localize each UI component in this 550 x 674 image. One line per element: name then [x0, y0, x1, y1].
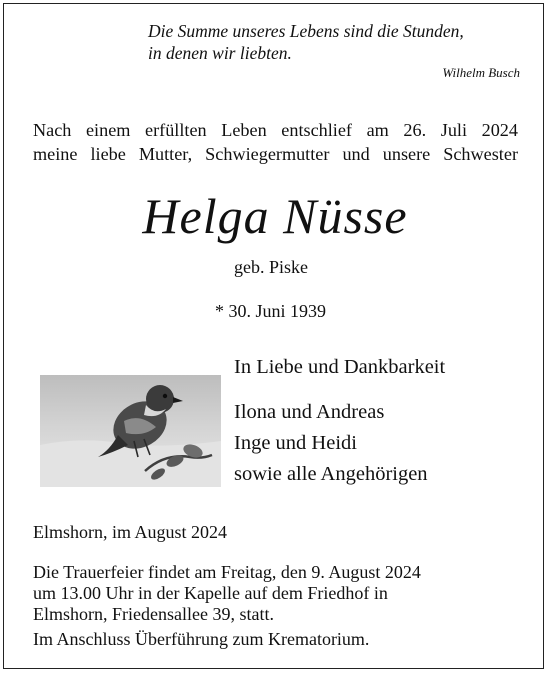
quote-line-1: Die Summe unseres Lebens sind die Stunden, [148, 21, 464, 41]
funeral-line-1: Die Trauerfeier findet am Freitag, den 9. August 2024 [33, 562, 421, 582]
deceased-name: Helga Nüsse [142, 188, 408, 244]
mourner-name: sowie alle Angehörigen [234, 463, 428, 485]
bird-on-branch-icon [40, 375, 221, 487]
mourners-heading: In Liebe und Dankbarkeit [234, 356, 446, 378]
mourners-list [234, 397, 428, 490]
funeral-line-3: Elmshorn, Friedensallee 39, statt. [33, 604, 274, 624]
quote-author: Wilhelm Busch [442, 65, 520, 80]
mourner-name: Ilona und Andreas [234, 401, 385, 423]
intro-text [33, 118, 518, 166]
birth-name: geb. Piske [234, 257, 308, 277]
mourner-name: Inge und Heidi [234, 432, 357, 454]
funeral-line-4: Im Anschluss Überführung zum Krematorium. [33, 629, 370, 649]
quote-line-2: in denen wir liebten. [148, 43, 292, 63]
birth-date: * 30. Juni 1939 [215, 301, 327, 321]
bird-illustration [40, 375, 221, 487]
place-date: Elmshorn, im August 2024 [33, 522, 228, 542]
funeral-line-2: um 13.00 Uhr in der Kapelle auf dem Friedhof in [33, 583, 388, 603]
quote [148, 20, 464, 64]
intro-line-2: meine liebe Mutter, Schwiegermutter und unsere Schwester [33, 144, 518, 164]
intro-line-1: Nach einem erfüllten Leben entschlief am 26. Juli 2024 [33, 120, 518, 140]
funeral-info [33, 562, 421, 650]
